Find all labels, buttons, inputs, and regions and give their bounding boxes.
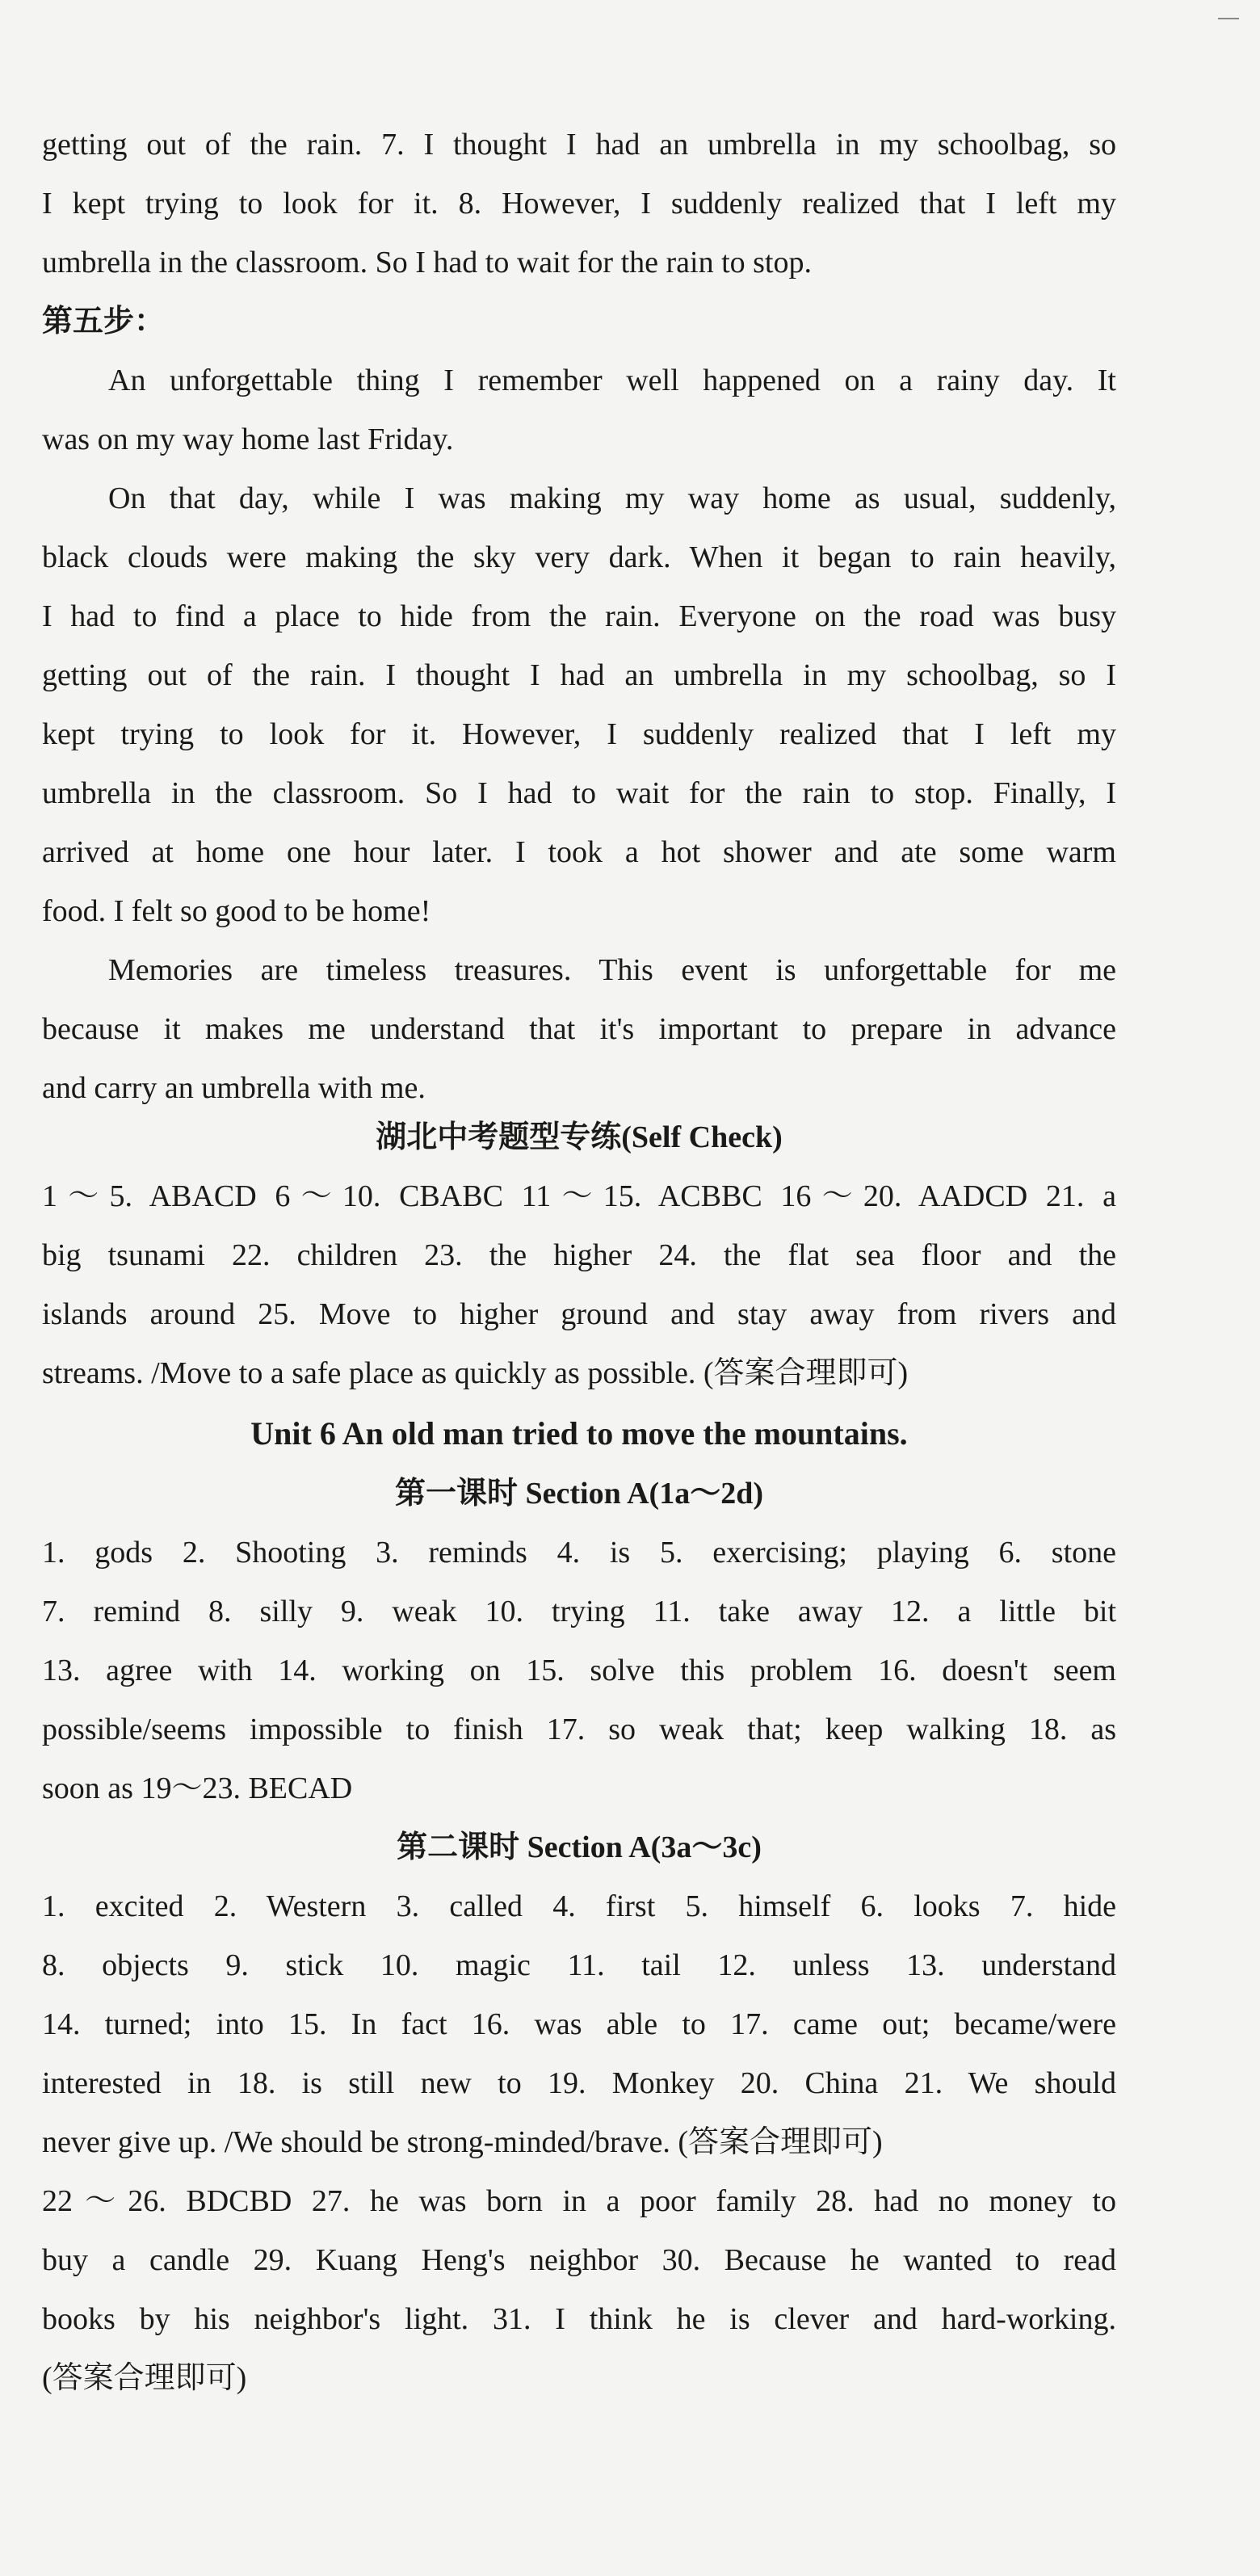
step-heading: 第五步： — [42, 305, 166, 338]
text-line: Memories are timeless treasures. This event is unforgettable for me — [108, 953, 1116, 987]
text-line: never give up. /We should be strong-minded/brave. (答案合理即可) — [42, 2125, 883, 2159]
text-line: I kept trying to look for it. 8. However, I suddenly realized that I left my — [42, 187, 1116, 221]
text-line: soon as 19～23. BECAD — [42, 1771, 353, 1805]
text-line: On that day, while I was making my way home as usual, suddenly, — [108, 481, 1116, 515]
text-line: getting out of the rain. I thought I had an umbrella in my schoolbag, so I — [42, 658, 1116, 692]
lesson-one-heading: 第一课时 Section A(1a～2d) — [394, 1477, 763, 1511]
text-line: 1. excited 2. Western 3. called 4. first 5. himself 6. looks 7. hide — [42, 1889, 1116, 1923]
text-line: was on my way home last Friday. — [42, 422, 454, 456]
text-line: 14. turned; into 15. In fact 16. was able to 17. came out; became/were — [42, 2007, 1116, 2041]
text-line: 8. objects 9. stick 10. magic 11. tail 12. unless 13. understand — [42, 1948, 1116, 1982]
text-line: 22～26. BDCBD 27. he was born in a poor family 28. had no money to — [42, 2184, 1116, 2218]
text-line: islands around 25. Move to higher ground and stay away from rivers and — [42, 1297, 1116, 1331]
text-line: and carry an umbrella with me. — [42, 1071, 426, 1105]
text-line: (答案合理即可) — [42, 2361, 247, 2395]
text-line: 1～5. ABACD 6～10. CBABC 11～15. ACBBC 16～20. AADCD 21. a — [42, 1179, 1116, 1213]
text-line: food. I felt so good to be home! — [42, 894, 431, 928]
self-check-heading: 湖北中考题型专练(Self Check) — [376, 1120, 783, 1154]
essay-section — [42, 116, 1116, 1118]
text-line: umbrella in the classroom. So I had to wait for the rain to stop. — [42, 246, 812, 279]
text-line: 7. remind 8. silly 9. weak 10. trying 11. take away 12. a little bit — [42, 1595, 1116, 1628]
unit-title: Unit 6 An old man tried to move the mountains. — [250, 1415, 908, 1452]
corner-mark — [1218, 18, 1239, 19]
text-line: 1. gods 2. Shooting 3. reminds 4. is 5. exercising; playing 6. stone — [42, 1536, 1116, 1570]
text-line: buy a candle 29. Kuang Heng's neighbor 30. Because he wanted to read — [42, 2243, 1116, 2277]
text-line: kept trying to look for it. However, I suddenly realized that I left my — [42, 717, 1116, 751]
text-line: big tsunami 22. children 23. the higher 24. the flat sea floor and the — [42, 1238, 1116, 1272]
text-line: streams. /Move to a safe place as quickly as possible. (答案合理即可) — [42, 1356, 909, 1390]
text-line: 13. agree with 14. working on 15. solve this problem 16. doesn't seem — [42, 1654, 1116, 1687]
self-check-answers — [42, 1167, 1116, 1403]
text-line: books by his neighbor's light. 31. I think he is clever and hard-working. — [42, 2302, 1116, 2336]
lesson-two-answers — [42, 1877, 1116, 2408]
text-line: I had to find a place to hide from the rain. Everyone on the road was busy — [42, 599, 1116, 633]
text-line: because it makes me understand that it's important to prepare in advance — [42, 1012, 1116, 1046]
text-line: interested in 18. is still new to 19. Monkey 20. China 21. We should — [42, 2066, 1116, 2100]
lesson-one-answers — [42, 1523, 1116, 1818]
lesson-two-heading: 第二课时 Section A(3a～3c) — [397, 1830, 762, 1864]
text-line: umbrella in the classroom. So I had to wait for the rain to stop. Finally, I — [42, 776, 1116, 810]
text-line: getting out of the rain. 7. I thought I had an umbrella in my schoolbag, so — [42, 128, 1116, 162]
text-line: An unforgettable thing I remember well happened on a rainy day. It — [108, 363, 1116, 397]
text-line: arrived at home one hour later. I took a hot shower and ate some warm — [42, 835, 1116, 869]
text-line: black clouds were making the sky very dark. When it began to rain heavily, — [42, 540, 1116, 574]
text-line: possible/seems impossible to finish 17. so weak that; keep walking 18. as — [42, 1712, 1116, 1746]
